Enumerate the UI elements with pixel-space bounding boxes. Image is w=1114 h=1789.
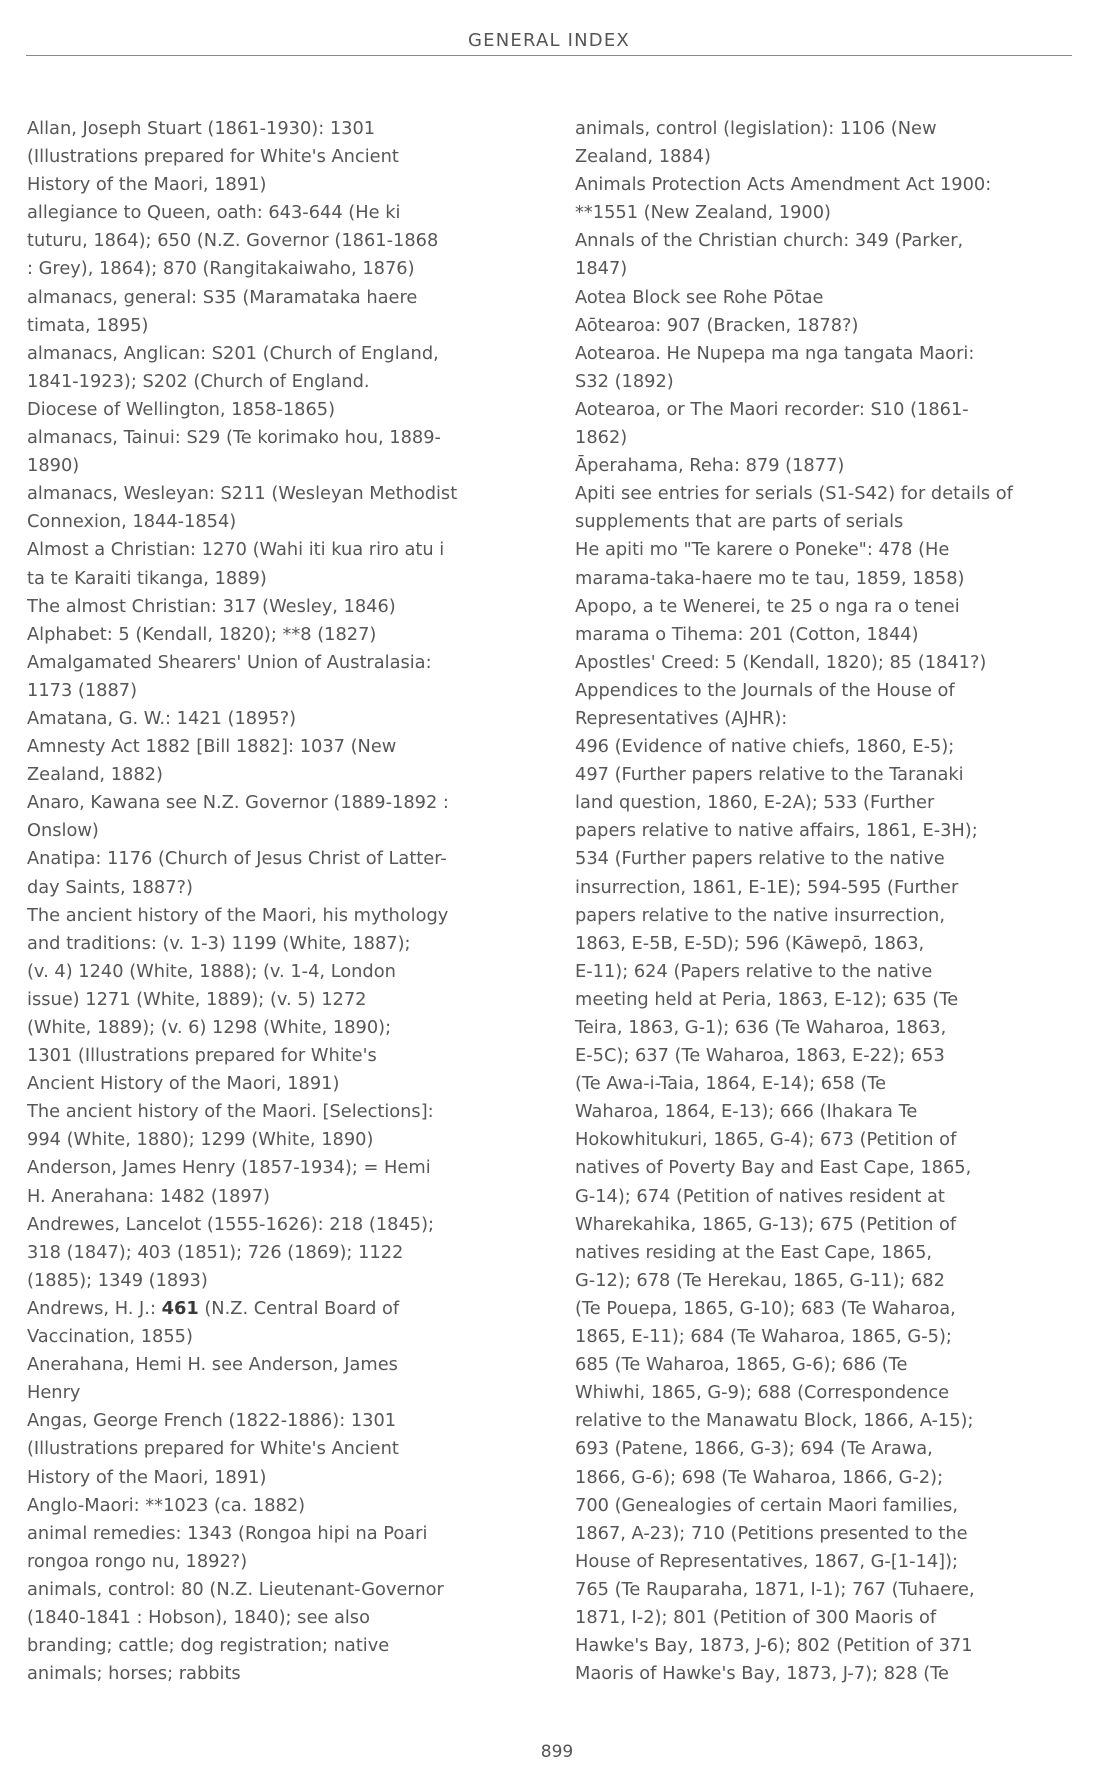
index-entry: [575, 536, 1070, 592]
index-entry-continuation-line: House of Representatives, 1867, G-[1-14]);: [575, 1550, 958, 1572]
index-entry-continuation-line: meeting held at Peria, 1863, E-12); 635 (Te: [575, 988, 959, 1010]
index-entry-continuation-line: relative to the Manawatu Block, 1866, A-15);: [575, 1410, 974, 1432]
index-entry-continuation-line: Wharekahika, 1865, G-13); 675 (Petition of: [575, 1213, 957, 1235]
index-entry: [27, 845, 532, 901]
index-entry-continuation-line: (Illustrations prepared for White's Ancient: [27, 146, 399, 168]
index-entry: [575, 396, 1070, 452]
index-entry-continuation-line: Connexion, 1844-1854): [27, 511, 237, 533]
index-entry-continuation-line: History of the Maori, 1891): [27, 1466, 267, 1488]
index-entry-continuation-line: (Te Pouepa, 1865, G-10); 683 (Te Waharoa,: [575, 1297, 956, 1319]
index-entry-continuation-line: 994 (White, 1880); 1299 (White, 1890): [27, 1129, 374, 1151]
index-entry-continuation-line: 700 (Genealogies of certain Maori families,: [575, 1494, 958, 1516]
index-entry: [27, 199, 532, 283]
index-entry-continuation-line: (White, 1889); (v. 6) 1298 (White, 1890);: [27, 1017, 392, 1038]
index-entry: [575, 115, 1070, 171]
index-entry-heading-line: almanacs, Anglican: S201 (Church of England,: [27, 342, 439, 364]
index-entry-heading-line: Apopo, a te Wenerei, te 25 o nga ra o tenei: [575, 595, 960, 617]
index-entry: [27, 733, 532, 789]
index-entry-continuation-line: Representatives (AJHR):: [575, 707, 788, 729]
index-entry: [575, 649, 1070, 677]
index-entry: [575, 452, 1070, 480]
index-entry-heading-line: animal remedies: 1343 (Rongoa hipi na Poari: [27, 1522, 428, 1544]
index-entry-heading-line: Anatipa: 1176 (Church of Jesus Christ of Latter-: [27, 848, 447, 870]
index-entry-heading-line: Annals of the Christian church: 349 (Parker,: [575, 230, 964, 252]
index-entry: [575, 227, 1070, 283]
running-head: GENERAL INDEX: [26, 30, 1072, 56]
index-entry-continuation-line: insurrection, 1861, E-1E); 594-595 (Further: [575, 876, 959, 898]
index-entry-continuation-line: land question, 1860, E-2A); 533 (Further: [575, 792, 935, 814]
index-entry-continuation-line: 534 (Further papers relative to the native: [575, 848, 945, 870]
index-entry-heading-line: Anaro, Kawana see N.Z. Governor (1889-1892 :: [27, 792, 449, 814]
index-entry-heading-line: He apiti mo "Te karere o Poneke": 478 (He: [575, 539, 950, 561]
index-entry: [27, 480, 532, 536]
index-entry: [27, 340, 532, 424]
index-entry-continuation-line: 497 (Further papers relative to the Taranaki: [575, 764, 964, 786]
index-entry: [27, 1295, 532, 1351]
index-entry-continuation-line: 1865, E-11); 684 (Te Waharoa, 1865, G-5);: [575, 1326, 952, 1348]
index-entry-continuation-line: 1863, E-5B, E-5D); 596 (Kāwepō, 1863,: [575, 932, 925, 954]
index-entry: [575, 312, 1070, 340]
index-entry-continuation-line: 1847): [575, 258, 628, 280]
index-entry-continuation-line: day Saints, 1887?): [27, 876, 193, 898]
index-entry-continuation-line: marama o Tihema: 201 (Cotton, 1844): [575, 623, 919, 645]
index-entry-continuation-line: Whiwhi, 1865, G-9); 688 (Correspondence: [575, 1382, 950, 1404]
index-entry-continuation-line: G-14); 674 (Petition of natives resident at: [575, 1185, 945, 1207]
index-entry-continuation-line: (1885); 1349 (1893): [27, 1269, 208, 1291]
index-entry-continuation-line: papers relative to the native insurrection,: [575, 904, 945, 926]
index-entry-heading-line: almanacs, Tainui: S29 (Te korimako hou, 1889-: [27, 427, 441, 449]
index-entry-continuation-line: ta te Karaiti tikanga, 1889): [27, 567, 267, 589]
index-entry-continuation-line: (1840-1841 : Hobson), 1840); see also: [27, 1606, 370, 1628]
index-entry-heading-line: Apiti see entries for serials (S1-S42) for details of: [575, 483, 1013, 505]
index-entry: [27, 424, 532, 480]
index-entry-continuation-line: 693 (Patene, 1866, G-3); 694 (Te Arawa,: [575, 1438, 933, 1460]
index-entry-continuation-line: Zealand, 1884): [575, 146, 711, 168]
index-entry-continuation-line: Waharoa, 1864, E-13); 666 (Ihakara Te: [575, 1101, 918, 1123]
index-entry-continuation-line: tuturu, 1864); 650 (N.Z. Governor (1861-1868: [27, 230, 439, 252]
index-entry-heading-line: Andrews, H. J.: 461 (N.Z. Central Board of: [27, 1297, 400, 1319]
index-entry-heading-line: animals, control (legislation): 1106 (New: [575, 118, 937, 139]
index-entry-continuation-line: natives residing at the East Cape, 1865,: [575, 1241, 933, 1263]
index-entry: [575, 284, 1070, 312]
index-entry-continuation-line: **1551 (New Zealand, 1900): [575, 202, 831, 224]
index-entry-continuation-line: (Illustrations prepared for White's Ancient: [27, 1438, 399, 1460]
index-entry-heading-line: The ancient history of the Maori. [Selections]:: [27, 1101, 434, 1123]
index-entry: [27, 902, 532, 1099]
index-column-right: [575, 115, 1070, 1688]
index-entry-continuation-line: Zealand, 1882): [27, 764, 163, 786]
index-entry: [575, 677, 1070, 1688]
index-entry-heading-line: Angas, George French (1822-1886): 1301: [27, 1410, 397, 1432]
index-entry-continuation-line: 318 (1847); 403 (1851); 726 (1869); 1122: [27, 1241, 404, 1263]
index-entry-continuation-line: 1862): [575, 427, 628, 449]
index-entry-continuation-line: H. Anerahana: 1482 (1897): [27, 1185, 270, 1207]
index-entry: [575, 340, 1070, 396]
index-entry-continuation-line: (Te Awa-i-Taia, 1864, E-14); 658 (Te: [575, 1073, 887, 1095]
index-entry-continuation-line: : Grey), 1864); 870 (Rangitakaiwaho, 1876): [27, 258, 415, 280]
index-entry-continuation-line: animals; horses; rabbits: [27, 1663, 241, 1685]
index-entry: [27, 1576, 532, 1688]
index-entry: [27, 705, 532, 733]
index-entry-continuation-line: timata, 1895): [27, 314, 149, 336]
index-entry-continuation-line: Maoris of Hawke's Bay, 1873, J-7); 828 (Te: [575, 1663, 949, 1685]
index-entry-heading-line: Animals Protection Acts Amendment Act 1900:: [575, 174, 992, 196]
index-entry-continuation-line: rongoa rongo nu, 1892?): [27, 1550, 248, 1572]
index-entry-heading-line: animals, control: 80 (N.Z. Lieutenant-Governor: [27, 1578, 444, 1600]
index-entry-continuation-line: 1173 (1887): [27, 679, 138, 701]
index-entry-heading-line: Amatana, G. W.: 1421 (1895?): [27, 707, 297, 729]
index-entry: [575, 171, 1070, 227]
page-number: 899: [540, 1742, 574, 1762]
index-entry: [27, 284, 532, 340]
index-entry-continuation-line: E-5C); 637 (Te Waharoa, 1863, E-22); 653: [575, 1045, 945, 1067]
index-entry-heading-line: Andrewes, Lancelot (1555-1626): 218 (1845);: [27, 1213, 435, 1235]
index-entry: [575, 480, 1070, 536]
index-entry-heading-line: Almost a Christian: 1270 (Wahi iti kua riro atu i: [27, 539, 445, 561]
index-entry-continuation-line: issue) 1271 (White, 1889); (v. 5) 1272: [27, 988, 367, 1010]
index-entry-continuation-line: Hawke's Bay, 1873, J-6); 802 (Petition of 371: [575, 1635, 973, 1657]
index-entry-heading-line: Aōtearoa: 907 (Bracken, 1878?): [575, 314, 859, 336]
index-entry-continuation-line: History of the Maori, 1891): [27, 174, 267, 196]
index-entry-continuation-line: Vaccination, 1855): [27, 1326, 193, 1348]
index-entry-continuation-line: (v. 4) 1240 (White, 1888); (v. 1-4, London: [27, 960, 396, 982]
index-entry-continuation-line: 1841-1923); S202 (Church of England.: [27, 370, 370, 392]
index-entry-continuation-line: natives of Poverty Bay and East Cape, 1865,: [575, 1157, 972, 1179]
index-entry-heading-line: Aotea Block see Rohe Pōtae: [575, 286, 824, 308]
index-entry-heading-line: Alphabet: 5 (Kendall, 1820); **8 (1827): [27, 623, 377, 645]
index-entry: [27, 536, 532, 592]
index-entry-continuation-line: branding; cattle; dog registration; native: [27, 1635, 390, 1657]
index-entry-heading-line: Amalgamated Shearers' Union of Australasia:: [27, 651, 432, 673]
index-entry-heading-line: Anglo-Maori: **1023 (ca. 1882): [27, 1494, 306, 1516]
index-entry: [27, 115, 532, 199]
index-entry-continuation-line: Teira, 1863, G-1); 636 (Te Waharoa, 1863,: [575, 1017, 947, 1038]
index-entry-heading-line: allegiance to Queen, oath: 643-644 (He ki: [27, 202, 401, 224]
index-entry: [27, 621, 532, 649]
index-entry-heading-line: Amnesty Act 1882 [Bill 1882]: 1037 (New: [27, 736, 397, 758]
index-entry-heading-line: Āperahama, Reha: 879 (1877): [575, 455, 845, 477]
index-entry-continuation-line: G-12); 678 (Te Herekau, 1865, G-11); 682: [575, 1269, 945, 1291]
index-entry-heading-line: The ancient history of the Maori, his mythology: [27, 904, 449, 926]
index-entry: [27, 1520, 532, 1576]
index-entry-continuation-line: Henry: [27, 1382, 81, 1404]
index-entry-continuation-line: marama-taka-haere mo te tau, 1859, 1858): [575, 567, 965, 589]
index-entry: [575, 593, 1070, 649]
index-entry-continuation-line: 1867, A-23); 710 (Petitions presented to the: [575, 1522, 968, 1544]
index-entry-continuation-line: 496 (Evidence of native chiefs, 1860, E-5);: [575, 736, 955, 758]
index-entry-continuation-line: papers relative to native affairs, 1861, E-3H);: [575, 820, 978, 842]
index-entry-heading-line: The almost Christian: 317 (Wesley, 1846): [27, 595, 396, 617]
index-entry-continuation-line: 765 (Te Rauparaha, 1871, I-1); 767 (Tuhaere,: [575, 1578, 975, 1600]
index-entry-continuation-line: Hokowhitukuri, 1865, G-4); 673 (Petition of: [575, 1129, 957, 1151]
index-entry: [27, 593, 532, 621]
index-entry-continuation-line: 1890): [27, 455, 80, 477]
index-entry-continuation-line: 1871, I-2); 801 (Petition of 300 Maoris of: [575, 1606, 937, 1628]
index-entry: [27, 1211, 532, 1295]
index-entry-continuation-line: 685 (Te Waharoa, 1865, G-6); 686 (Te: [575, 1354, 908, 1376]
index-entry-continuation-line: and traditions: (v. 1-3) 1199 (White, 1887);: [27, 932, 411, 954]
index-entry-heading-line: Allan, Joseph Stuart (1861-1930): 1301: [27, 118, 376, 139]
index-column-left: [27, 115, 532, 1688]
index-entry-continuation-line: 1866, G-6); 698 (Te Waharoa, 1866, G-2);: [575, 1466, 944, 1488]
index-entry-heading-line: Anerahana, Hemi H. see Anderson, James: [27, 1354, 398, 1376]
index-entry-heading-line: almanacs, general: S35 (Maramataka haere: [27, 286, 418, 308]
index-entry-continuation-line: Ancient History of the Maori, 1891): [27, 1073, 340, 1095]
index-entry: [27, 1407, 532, 1491]
index-entry-continuation-line: 1301 (Illustrations prepared for White's: [27, 1045, 377, 1067]
index-entry-continuation-line: supplements that are parts of serials: [575, 511, 904, 533]
index-entry-heading-line: Aotearoa, or The Maori recorder: S10 (1861-: [575, 398, 969, 420]
index-entry-continuation-line: Onslow): [27, 820, 99, 842]
index-entry: [27, 789, 532, 845]
index-entry: [27, 1098, 532, 1154]
index-entry: [27, 1154, 532, 1210]
index-entry-continuation-line: S32 (1892): [575, 370, 674, 392]
index-entry-heading-line: almanacs, Wesleyan: S211 (Wesleyan Methodist: [27, 483, 458, 505]
index-entry-heading-line: Apostles' Creed: 5 (Kendall, 1820); 85 (1841?): [575, 651, 987, 673]
index-entry-continuation-line: E-11); 624 (Papers relative to the native: [575, 960, 933, 982]
index-entry: [27, 1351, 532, 1407]
index-entry: [27, 649, 532, 705]
index-entry-heading-line: Anderson, James Henry (1857-1934); = Hemi: [27, 1157, 431, 1179]
index-entry: [27, 1492, 532, 1520]
index-entry-continuation-line: Diocese of Wellington, 1858-1865): [27, 398, 336, 420]
index-entry-heading-line: Appendices to the Journals of the House of: [575, 679, 955, 701]
index-entry-heading-line: Aotearoa. He Nupepa ma nga tangata Maori:: [575, 342, 975, 364]
